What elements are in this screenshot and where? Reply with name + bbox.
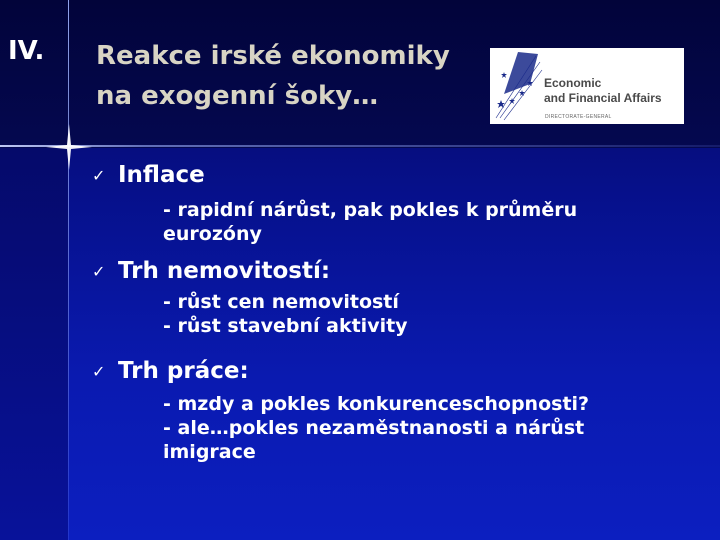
- bullet-trh-nemovitosti-details: [163, 290, 683, 338]
- horizontal-rule: [0, 145, 720, 147]
- vertical-rule: [68, 0, 69, 540]
- check-icon: ✓: [92, 262, 106, 281]
- logo-line-1: Economic: [544, 76, 602, 90]
- detail-line: - mzdy a pokles konkurenceschopnosti?: [163, 393, 590, 415]
- check-icon: ✓: [92, 166, 106, 185]
- sparkle-icon: [46, 124, 92, 170]
- bullet-trh-nemovitosti: Trh nemovitostí:: [118, 258, 331, 284]
- bullet-trh-prace-details: [163, 392, 683, 464]
- detail-line: - růst stavební aktivity: [163, 315, 408, 337]
- dg-ecfin-logo: [490, 48, 684, 124]
- title-line-2: na exogenní šoky…: [96, 81, 379, 111]
- detail-line: eurozóny: [163, 223, 262, 245]
- eu-stars-icon: [490, 48, 550, 124]
- detail-line: - ale…pokles nezaměstnanosti a nárůst: [163, 417, 585, 439]
- detail-line: - rapidní nárůst, pak pokles k průměru: [163, 199, 578, 221]
- logo-text: [544, 76, 662, 106]
- bullet-trh-prace: Trh práce:: [118, 358, 249, 384]
- check-icon: ✓: [92, 362, 106, 381]
- logo-subtitle: DIRECTORATE-GENERAL: [545, 114, 612, 120]
- slide-title: [96, 36, 496, 116]
- left-strip: [0, 148, 68, 540]
- bullet-inflace-details: [163, 198, 683, 246]
- detail-line: imigrace: [163, 441, 256, 463]
- logo-line-2: and Financial Affairs: [544, 91, 662, 105]
- title-line-1: Reakce irské ekonomiky: [96, 41, 450, 71]
- detail-line: - růst cen nemovitostí: [163, 291, 399, 313]
- bullet-inflace: Inflace: [118, 162, 205, 188]
- slide-number: IV.: [8, 36, 45, 66]
